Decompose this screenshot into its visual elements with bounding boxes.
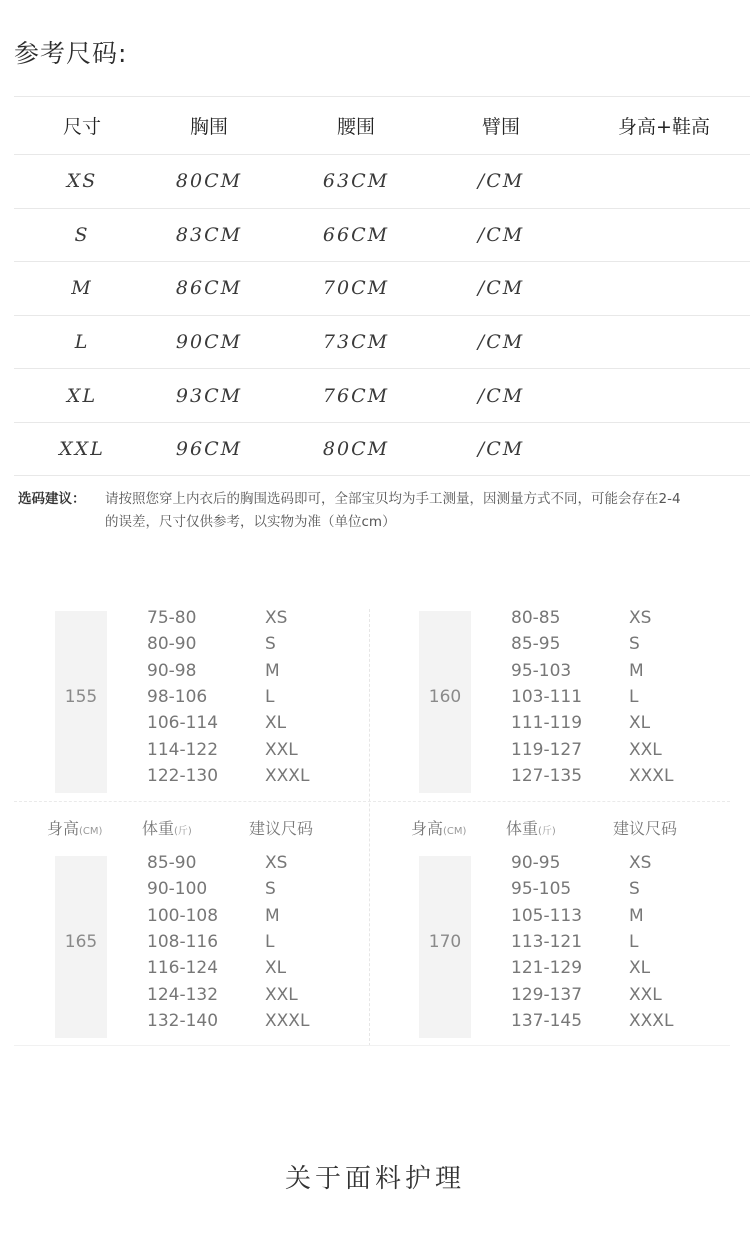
weight-range: 114-122 [147,739,219,760]
weight-range: 122-130 [147,765,219,786]
col-head-weight: 体重(斤) [142,819,192,838]
cell-size: XXL [59,437,105,460]
suggested-size: XXL [265,739,298,760]
weight-range: 111-119 [511,713,583,734]
cell-waist: 76CM [322,384,390,407]
cell-size: S [74,223,90,246]
weight-range: 105-113 [511,905,583,926]
ref-title: 参考尺码: [14,39,128,68]
height-value: 170 [428,931,462,952]
advice-label: 选码建议： [18,491,86,507]
cell-arm: /CM [477,277,525,300]
suggested-size: XXL [265,984,298,1005]
suggested-size: XS [265,608,288,628]
cell-height [604,262,724,315]
cell-chest: 90CM [175,331,243,354]
weight-range: 103-111 [511,686,583,707]
suggested-size: M [629,905,644,926]
section-title: 关于面料护理 [284,1164,465,1194]
grid-vertical-divider [369,609,370,1046]
cell-waist: 63CM [322,170,390,193]
weight-range: 80-90 [147,634,197,655]
suggested-size: XL [629,958,651,979]
weight-range: 90-100 [147,879,208,900]
suggested-size: XXXL [265,765,310,786]
weight-range: 80-85 [511,608,561,628]
table-row [14,315,750,369]
suggested-size: M [265,660,280,681]
table-row [14,208,750,262]
suggested-size: XL [265,713,287,734]
cell-height [604,155,724,208]
suggested-size: L [265,931,275,952]
weight-range: 121-129 [511,958,583,979]
header-size: 尺寸 [62,116,101,138]
weight-range: 124-132 [147,984,219,1005]
cell-height [604,209,724,262]
suggested-size: S [265,879,276,900]
cell-size: XL [66,384,98,407]
weight-range: 90-95 [511,853,561,873]
weight-range: 85-90 [147,853,197,873]
suggested-size: M [265,905,280,926]
advice-text-line2: 的误差，尺寸仅供参考，以实物为准（单位cm） [105,514,396,530]
weight-size-chart [14,603,730,1046]
suggested-size: XS [629,853,652,873]
col-head-size: 建议尺码 [613,819,678,838]
cell-waist: 73CM [322,331,390,354]
cell-arm: /CM [477,223,525,246]
weight-range: 132-140 [147,1010,219,1031]
grid-bottom-border [14,1045,730,1046]
table-row [14,154,750,208]
col-head-size: 建议尺码 [249,819,314,838]
table-row [14,261,750,315]
cell-height [604,316,724,369]
cell-chest: 83CM [175,223,243,246]
suggested-size: XS [629,608,652,628]
weight-range: 116-124 [147,958,219,979]
suggested-size: S [629,634,640,655]
suggested-size: S [629,879,640,900]
weight-range: 75-80 [147,608,197,628]
weight-range: 129-137 [511,984,583,1005]
col-head-height: 身高(CM) [47,819,103,838]
cell-chest: 80CM [175,170,243,193]
cell-chest: 86CM [175,277,243,300]
suggested-size: XL [629,713,651,734]
header-arm: 臂围 [481,116,520,138]
header-waist: 腰围 [336,116,375,138]
suggested-size: XS [265,853,288,873]
weight-range: 85-95 [511,634,561,655]
cell-size: M [71,277,93,300]
advice-text-line1: 请按照您穿上内衣后的胸围选码即可，全部宝贝均为手工测量，因测量方式不同，可能会存在2-4 [105,491,681,507]
weight-range: 137-145 [511,1010,583,1031]
size-table [14,96,750,476]
suggested-size: L [265,686,275,707]
suggested-size: M [629,660,644,681]
weight-range: 119-127 [511,739,583,760]
cell-arm: /CM [477,384,525,407]
weight-range: 98-106 [147,686,208,707]
cell-size: XS [66,170,98,193]
weight-range: 127-135 [511,765,583,786]
suggested-size: XXXL [629,765,674,786]
col-head-weight: 体重(斤) [506,819,556,838]
suggested-size: XXXL [629,1010,674,1031]
cell-waist: 80CM [322,437,390,460]
suggested-size: L [629,931,639,952]
cell-arm: /CM [477,437,525,460]
table-row [14,422,750,476]
weight-range: 90-98 [147,660,197,681]
header-height: 身高+鞋高 [618,116,710,138]
height-value: 155 [64,686,98,707]
suggested-size: XXL [629,984,662,1005]
col-head-height: 身高(CM) [411,819,467,838]
table-row [14,368,750,422]
cell-waist: 66CM [322,223,390,246]
height-value: 165 [64,931,98,952]
cell-height [604,423,724,475]
weight-range: 108-116 [147,931,219,952]
suggested-size: XL [265,958,287,979]
weight-range: 113-121 [511,931,583,952]
size-table-header [14,96,750,154]
cell-height [604,369,724,422]
grid-horizontal-divider [14,801,730,802]
weight-range: 95-105 [511,879,572,900]
suggested-size: L [629,686,639,707]
cell-arm: /CM [477,331,525,354]
cell-chest: 93CM [175,384,243,407]
height-value: 160 [428,686,462,707]
weight-range: 95-103 [511,660,572,681]
header-chest: 胸围 [189,116,228,138]
cell-arm: /CM [477,170,525,193]
suggested-size: S [265,634,276,655]
suggested-size: XXXL [265,1010,310,1031]
weight-range: 100-108 [147,905,219,926]
cell-size: L [74,331,90,354]
suggested-size: XXL [629,739,662,760]
weight-range: 106-114 [147,713,219,734]
cell-waist: 70CM [322,277,390,300]
cell-chest: 96CM [175,437,243,460]
